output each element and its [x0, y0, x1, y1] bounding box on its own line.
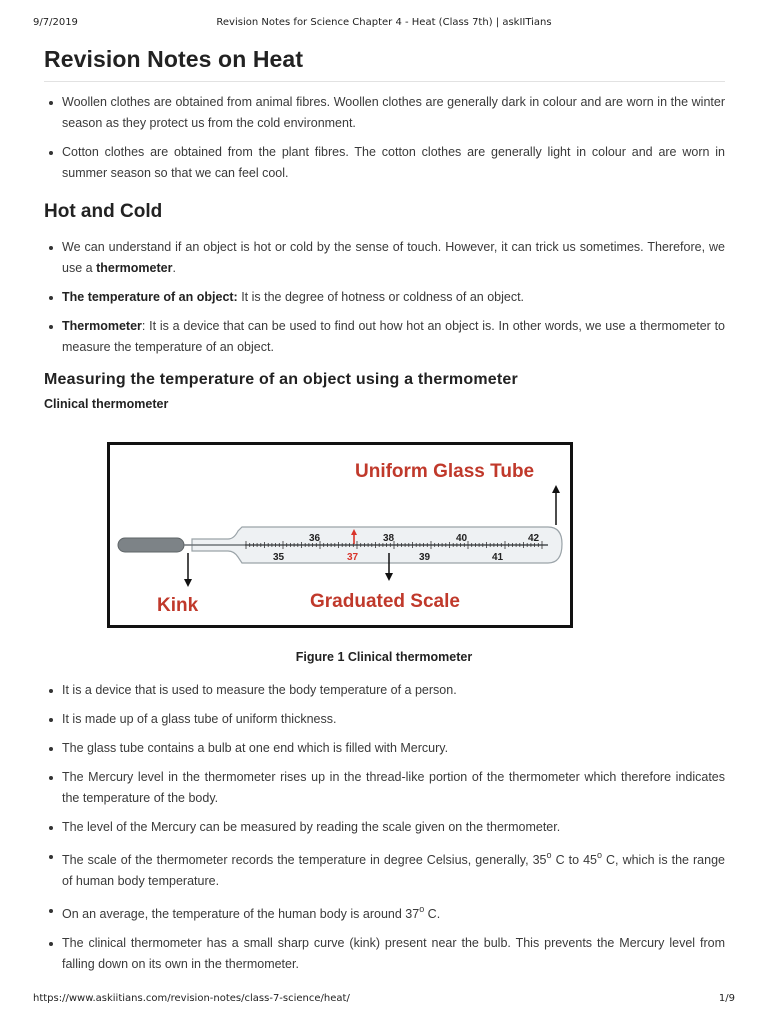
mercury-bulb [118, 538, 184, 552]
list-item: The level of the Mercury can be measured by reading the scale given on the thermometer. [44, 817, 725, 838]
scale-number: 35 [273, 552, 285, 563]
intro-list [44, 92, 725, 184]
label-graduated-scale: Graduated Scale [310, 591, 460, 612]
list-item: We can understand if an object is hot or cold by the sense of touch. However, it can trick us sometimes. Therefore, we use a thermometer. [44, 237, 725, 279]
scale-number: 42 [528, 533, 540, 544]
thermometer-body [118, 527, 562, 563]
arrow-down-icon [184, 553, 192, 587]
thermometer-illustration [110, 445, 570, 625]
bold-term: thermometer [96, 261, 173, 275]
list-item: The temperature of an object: It is the degree of hotness or coldness of an object. [44, 287, 725, 308]
subsection-title-measuring: Measuring the temperature of an object using a thermometer [44, 371, 518, 388]
label-uniform-glass-tube: Uniform Glass Tube [355, 461, 535, 482]
list-item: Cotton clothes are obtained from the plant fibres. The cotton clothes are generally light in colour and are worn in summer season so that we can feel cool. [44, 142, 725, 184]
bold-term: The temperature of an object: [62, 290, 238, 304]
scale-number: 38 [383, 533, 395, 544]
hot-cold-list [44, 237, 725, 358]
clinical-list [44, 680, 725, 975]
list-item: The clinical thermometer has a small sharp curve (kink) present near the bulb. This prevents the Mercury level from falling down on its own in the thermometer. [44, 933, 725, 975]
list-item: It is a device that is used to measure the body temperature of a person. [44, 680, 725, 701]
minor-title-clinical: Clinical thermometer [44, 397, 169, 411]
list-item: Thermometer: It is a device that can be used to find out how hot an object is. In other words, we use a thermometer to measure the temperature of an object. [44, 316, 725, 358]
degree-symbol: o [596, 850, 602, 860]
print-header [33, 17, 735, 31]
print-page-title: Revision Notes for Science Chapter 4 - Heat (Class 7th) | askIITians [216, 17, 552, 28]
bold-term: Thermometer [62, 319, 142, 333]
print-date: 9/7/2019 [33, 17, 78, 28]
list-item: The Mercury level in the thermometer rises up in the thread-like portion of the thermometer which therefore indicates the temperature of the body. [44, 767, 725, 809]
scale-number: 41 [492, 552, 504, 563]
degree-symbol: o [546, 850, 552, 860]
page-title: Revision Notes on Heat [44, 40, 725, 82]
article-content [44, 40, 725, 411]
label-kink: Kink [157, 595, 199, 616]
scale-number: 39 [419, 552, 431, 563]
print-footer [33, 993, 735, 1007]
page-url-link[interactable]: https://www.askiitians.com/revision-notes/class-7-science/heat/ [33, 993, 350, 1004]
scale-number-normal: 37 [347, 552, 359, 563]
scale-number: 40 [456, 533, 468, 544]
list-item: It is made up of a glass tube of uniform thickness. [44, 709, 725, 730]
page-number: 1/9 [718, 993, 735, 1004]
list-item: On an average, the temperature of the human body is around 37$^o$ C. [44, 900, 725, 925]
arrow-up-icon [552, 485, 560, 525]
figure-caption: Figure 1 Clinical thermometer [295, 650, 473, 664]
degree-symbol: o [419, 904, 425, 915]
scale-number: 36 [309, 533, 321, 544]
thermometer-figure [107, 442, 573, 628]
clinical-thermometer-notes [44, 680, 725, 975]
section-title-hot-cold: Hot and Cold [44, 201, 163, 222]
list-item: The glass tube contains a bulb at one end which is filled with Mercury. [44, 738, 725, 759]
list-item: The scale of the thermometer records the temperature in degree Celsius, generally, 35$^o$ C to 45$^o$ C, which is the range of human body temperature. [44, 846, 725, 892]
list-item: Woollen clothes are obtained from animal fibres. Woollen clothes are generally dark in colour and are worn in the winter season as they protect us from the cold environment. [44, 92, 725, 134]
